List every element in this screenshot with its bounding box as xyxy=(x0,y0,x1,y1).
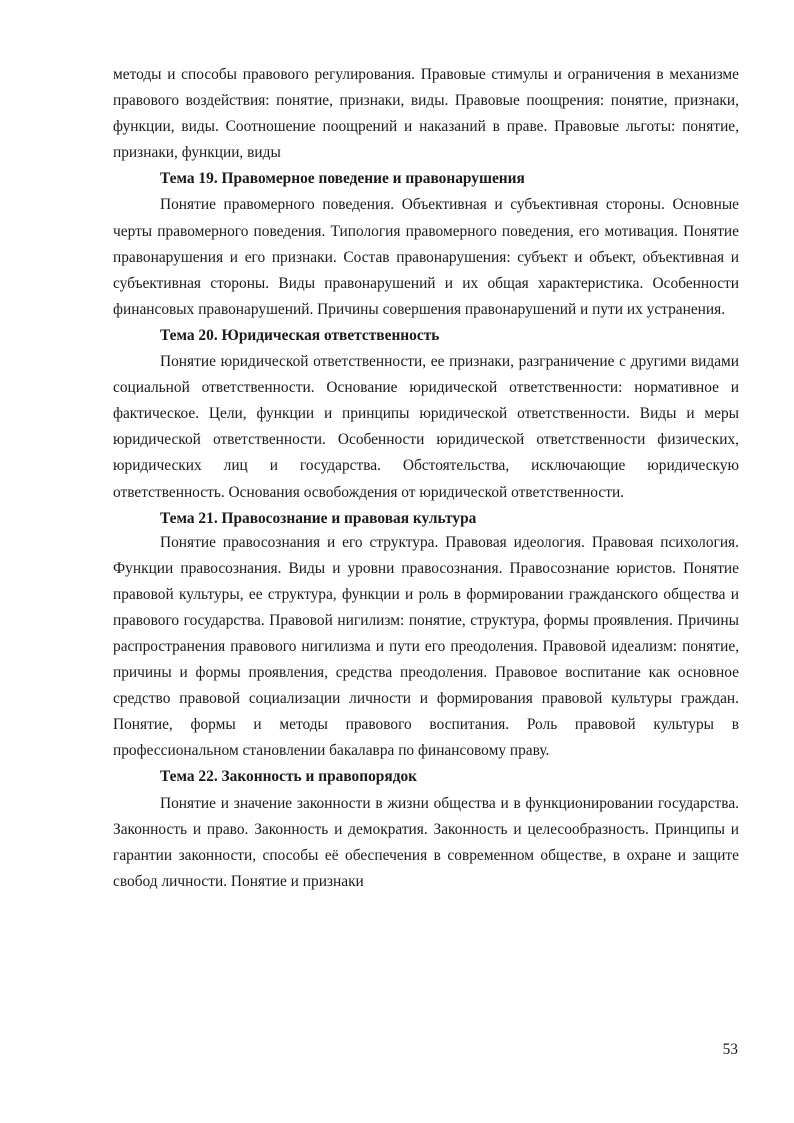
paragraph-topic-20: Понятие юридической ответственности, ее признаки, разграничение с другими видами социальной ответственности. Основание юридической ответственности: нормативное и фактическое. Цели, функции и принципы юридической ответственности. Виды и меры юридической ответственности. Особенности юридической ответственности физических, юридических лиц и государства. Обстоятельства, исключающие юридическую ответственность. Основания освобождения от юридической ответственности. xyxy=(113,353,739,501)
paragraph-intro: методы и способы правового регулирования. Правовые стимулы и ограничения в механизме правового воздействия: понятие, признаки, виды. Правовые поощрения: понятие, признаки, функции, виды. Соотношение поощрений и наказаний в праве. Правовые льготы: понятие, признаки, функции, виды xyxy=(113,66,739,162)
heading-topic-22: Тема 22. Законность и правопорядок xyxy=(160,768,418,786)
heading-topic-21: Тема 21. Правосознание и правовая культура xyxy=(160,509,477,527)
page-number: 53 xyxy=(722,1041,738,1058)
document-page xyxy=(113,62,739,895)
heading-topic-20: Тема 20. Юридическая ответственность xyxy=(160,326,440,344)
heading-topic-19: Тема 19. Правомерное поведение и правонарушения xyxy=(160,170,525,188)
paragraph-topic-21: Понятие правосознания и его структура. Правовая идеология. Правовая психология. Функции правосознания. Виды и уровни правосознания. Правосознание юристов. Понятие правовой культуры, ее структура, функции и роль в формировании гражданского общества и правового государства. Правовой нигилизм: понятие, структура, формы проявления. Причины распространения правового нигилизма и пути его преодоления. Правовой идеализм: понятие, причины и формы проявления, средства преодоления. Правовое воспитание как основное средство правовой социализации личности и формирования правовой культуры граждан. Понятие, формы и методы правового воспитания. Роль правовой культуры в профессиональном становлении бакалавра по финансовому праву. xyxy=(113,533,739,760)
paragraph-topic-22: Понятие и значение законности в жизни общества и в функционировании государства. Законность и право. Законность и демократия. Законность и целесообразность. Принципы и гарантии законности, способы её обеспечения в современном обществе, в охране и защите свобод личности. Понятие и признаки xyxy=(113,794,739,890)
paragraph-topic-19: Понятие правомерного поведения. Объективная и субъективная стороны. Основные черты правомерного поведения. Типология правомерного поведения, его мотивация. Понятие правонарушения и его признаки. Состав правонарушения: субъект и объект, объективная и субъективная стороны. Виды правонарушений и их общая характеристика. Особенности финансовых правонарушений. Причины совершения правонарушений и пути их устранения. xyxy=(113,196,739,318)
